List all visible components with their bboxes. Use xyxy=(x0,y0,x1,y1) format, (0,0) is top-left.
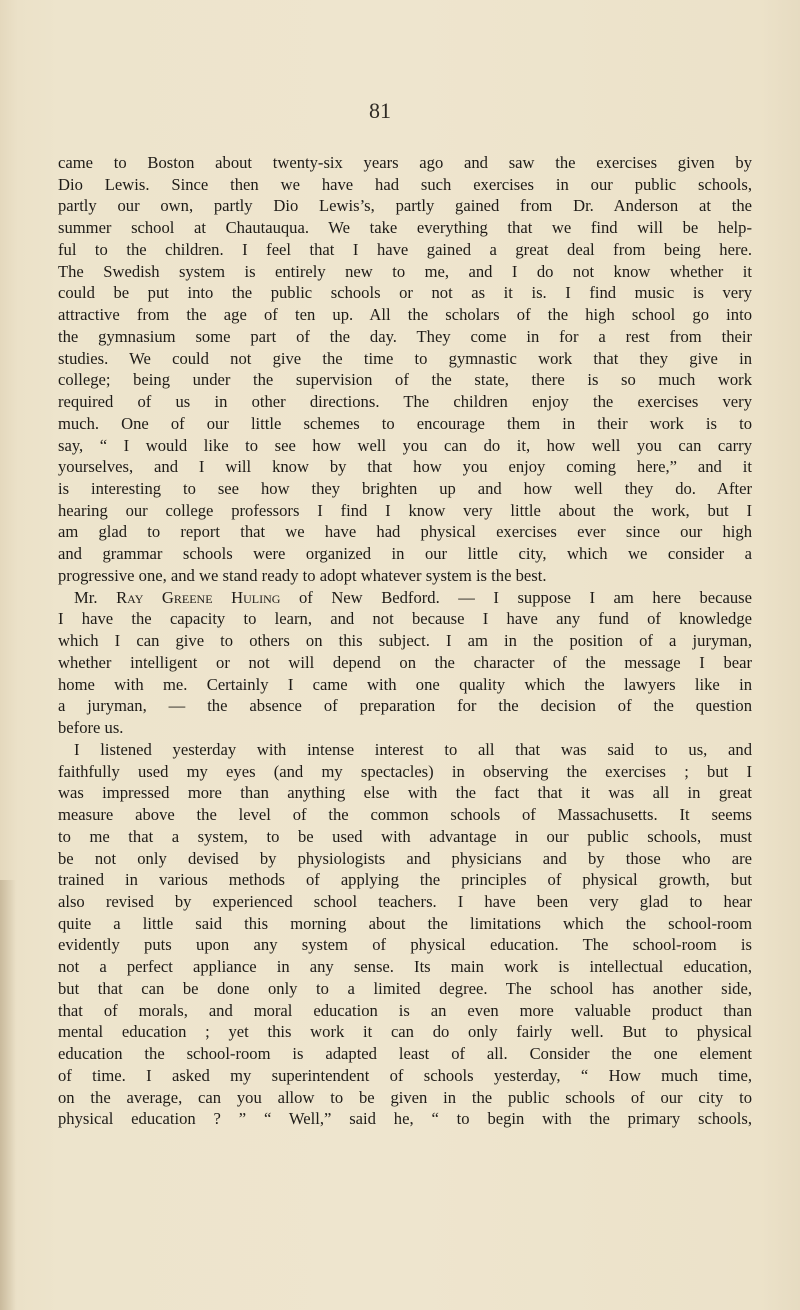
text-line: not a perfect appliance in any sense. Its main work is intellectual education, xyxy=(58,957,752,977)
text-line: on the average, can you allow to be given in the public schools of our city to xyxy=(58,1087,752,1107)
page-edge-shadow xyxy=(0,880,16,1310)
text-line: am glad to report that we have had physical exercises ever since our high xyxy=(58,522,752,542)
text-line: the gymnasium some part of the day. They come in for a rest from their xyxy=(58,326,752,346)
text-line: also revised by experienced school teachers. I have been very glad to hear xyxy=(58,891,752,911)
text-line: quite a little said this morning about the limitations which the school-room xyxy=(58,913,752,933)
text-line: of time. I asked my superintendent of schools yesterday, “ How much time, xyxy=(58,1065,752,1085)
text-line: physical education ? ” “ Well,” said he, “ to begin with the primary schools, xyxy=(58,1109,752,1129)
text-line: whether intelligent or not will depend on the character of the message I bear xyxy=(58,652,752,672)
text-line: summer school at Chautauqua. We take everything that we find will be help- xyxy=(58,218,752,238)
text-line: be not only devised by physiologists and physicians and by those who are xyxy=(58,848,752,868)
text-line: before us. xyxy=(58,718,124,738)
text-line: but that can be done only to a limited degree. The school has another side, xyxy=(58,978,752,998)
body-text xyxy=(58,152,752,1130)
text-line: measure above the level of the common schools of Massachusetts. It seems xyxy=(58,805,752,825)
text-line: evidently puts upon any system of physical education. The school-room is xyxy=(58,935,752,955)
text-line: say, “ I would like to see how well you can do it, how well you can carry xyxy=(58,435,752,455)
text-line: is interesting to see how they brighten up and how well they do. After xyxy=(58,479,752,499)
text-line: studies. We could not give the time to gymnastic work that they give in xyxy=(58,348,752,368)
text-line: hearing our college professors I find I know very little about the work, but I xyxy=(58,500,752,520)
text-line: faithfully used my eyes (and my spectacles) in observing the exercises ; but I xyxy=(58,761,752,781)
text-line: much. One of our little schemes to encourage them in their work is to xyxy=(58,413,752,433)
text-line: Dio Lewis. Since then we have had such exercises in our public schools, xyxy=(58,174,752,194)
text-line: home with me. Certainly I came with one quality which the lawyers like in xyxy=(58,674,752,694)
text-line: came to Boston about twenty-six years ago and saw the exercises given by xyxy=(58,153,752,172)
text-line: The Swedish system is entirely new to me, and I do not know whether it xyxy=(58,261,752,281)
text-line: yourselves, and I will know by that how you enjoy coming here,” and it xyxy=(58,457,752,477)
text-line: progressive one, and we stand ready to adopt whatever system is the best. xyxy=(58,565,547,585)
text-line: a juryman, — the absence of preparation for the decision of the question xyxy=(58,696,752,716)
page-number: 81 xyxy=(369,98,391,123)
text-line: ful to the children. I feel that I have gained a great deal from being here. xyxy=(58,239,752,259)
text-line: could be put into the public schools or not as it is. I find music is very xyxy=(58,283,752,303)
text-line: I listened yesterday with intense interest to all that was said to us, and xyxy=(74,739,752,759)
text-line: trained in various methods of applying the principles of physical growth, but xyxy=(58,870,752,890)
text-line: was impressed more than anything else with the fact that it was all in great xyxy=(58,783,752,803)
text-line: college; being under the supervision of the state, there is so much work xyxy=(58,370,752,390)
text-line: that of morals, and moral education is an even more valuable product than xyxy=(58,1000,752,1020)
text-line: and grammar schools were organized in our little city, which we consider a xyxy=(58,544,752,564)
text-line: mental education ; yet this work it can do only fairly well. But to physical xyxy=(58,1022,752,1042)
text-line: I have the capacity to learn, and not because I have any fund of knowledge xyxy=(58,609,752,629)
text-line: partly our own, partly Dio Lewis’s, partly gained from Dr. Anderson at the xyxy=(58,196,752,216)
text-line: attractive from the age of ten up. All the scholars of the high school go into xyxy=(58,305,752,325)
text-line: required of us in other directions. The children enjoy the exercises very xyxy=(58,392,752,412)
text-line: which I can give to others on this subject. I am in the position of a juryman, xyxy=(58,631,752,651)
text-line: education the school-room is adapted least of all. Consider the one element xyxy=(58,1044,752,1064)
text-line-speaker: Mr. Ray Greene Huling of New Bedford. — I suppose I am here because xyxy=(74,587,752,607)
text-line: to me that a system, to be used with advantage in our public schools, must xyxy=(58,826,752,846)
